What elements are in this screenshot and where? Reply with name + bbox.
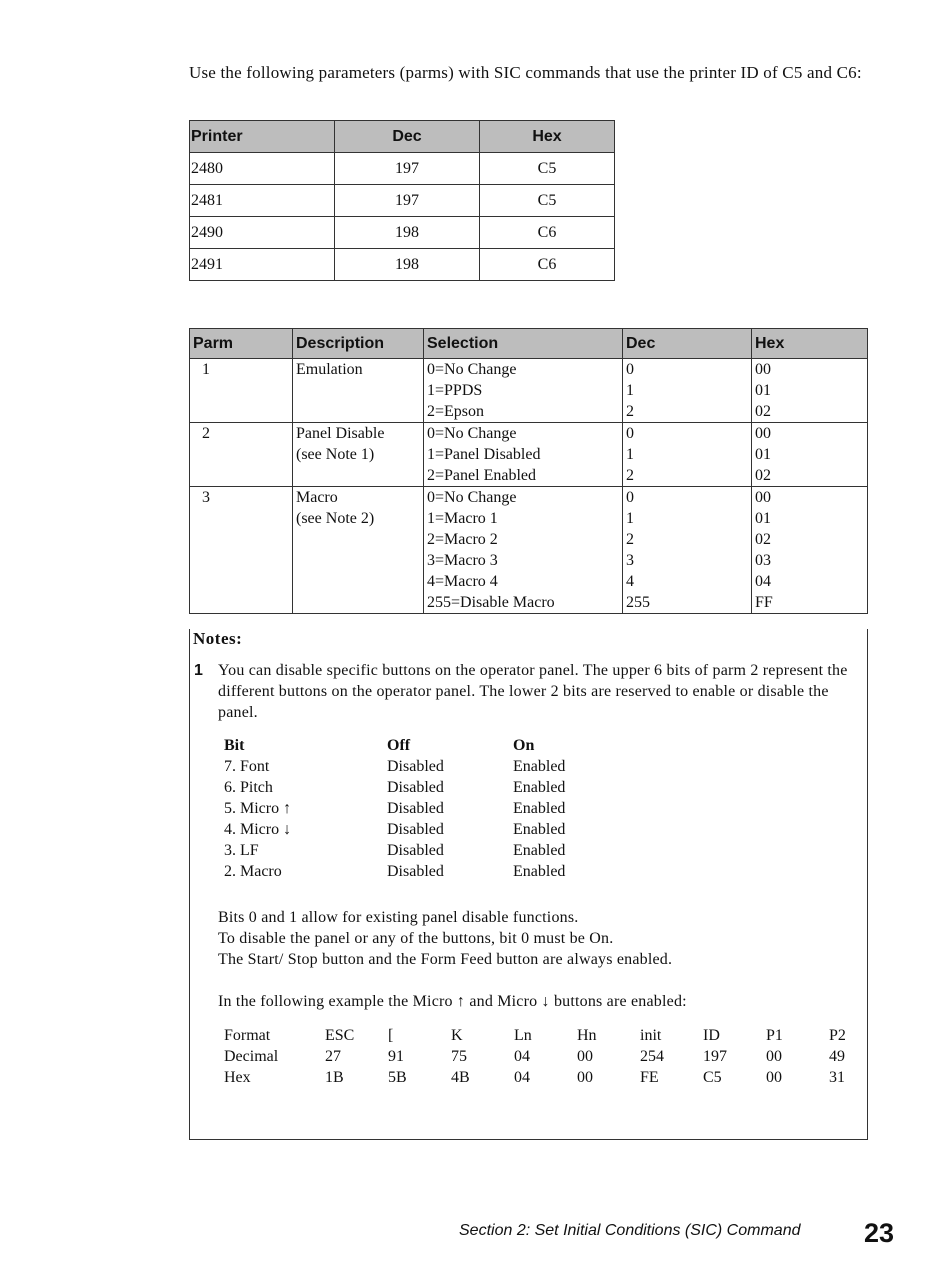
page-number: 23 <box>864 1218 895 1248</box>
bit-cell: 5. Micro ↑ <box>224 800 292 817</box>
parm-hex-cell <box>752 423 868 487</box>
dec-line: 0 <box>626 489 634 506</box>
example-cell: Ln <box>514 1027 532 1044</box>
selection-line: 0=No Change <box>427 489 517 506</box>
example-cell: 00 <box>766 1048 782 1065</box>
parm-hex-cell <box>752 359 868 423</box>
table-cell: 197 <box>335 153 480 185</box>
example-cell: 27 <box>325 1048 341 1065</box>
column-header-parm: Parm <box>190 329 293 359</box>
selection-line: 1=PPDS <box>427 382 483 399</box>
selection-line: 1=Panel Disabled <box>427 446 541 463</box>
bit-cell: 7. Font <box>224 758 270 775</box>
hex-line: 02 <box>755 531 771 548</box>
description-line: Emulation <box>296 361 363 378</box>
parm-description-cell <box>293 487 424 614</box>
dec-line: 1 <box>626 382 634 399</box>
column-header-dec: Dec <box>623 329 752 359</box>
example-cell: K <box>451 1027 463 1044</box>
dec-line: 4 <box>626 573 634 590</box>
hex-line: 01 <box>755 446 771 463</box>
example-cell: 197 <box>703 1048 727 1065</box>
example-cell: FE <box>640 1069 659 1086</box>
dec-line: 3 <box>626 552 634 569</box>
example-cell: init <box>640 1027 662 1044</box>
selection-line: 3=Macro 3 <box>427 552 498 569</box>
bit-cell: Enabled <box>513 821 566 838</box>
hex-line: 00 <box>755 489 771 506</box>
parm-number-cell: 1 <box>190 359 293 423</box>
intro-paragraph: Use the following parameters (parms) with SIC commands that use the printer ID of C5 and C6: <box>189 63 862 82</box>
bits-paragraph-1: Bits 0 and 1 allow for existing panel disable functions. <box>218 909 579 926</box>
bit-cell: Enabled <box>513 800 566 817</box>
dec-line: 1 <box>626 510 634 527</box>
selection-line: 0=No Change <box>427 361 517 378</box>
hex-line: 04 <box>755 573 771 590</box>
bit-cell: Enabled <box>513 863 566 880</box>
example-cell: P1 <box>766 1027 783 1044</box>
example-cell: Decimal <box>224 1048 279 1065</box>
column-header-hex: Hex <box>480 121 615 153</box>
example-cell: 1B <box>325 1069 344 1086</box>
table-row <box>190 249 615 281</box>
dec-line: 2 <box>626 467 634 484</box>
example-intro: In the following example the Micro ↑ and Micro ↓ buttons are enabled: <box>218 993 687 1010</box>
table-cell: C6 <box>480 217 615 249</box>
example-cell: Hn <box>577 1027 597 1044</box>
parm-description-cell <box>293 423 424 487</box>
notes-box <box>189 629 868 1140</box>
hex-line: FF <box>755 594 773 611</box>
example-cell: 49 <box>829 1048 845 1065</box>
hex-line: 01 <box>755 382 771 399</box>
bit-cell: Disabled <box>387 842 444 859</box>
selection-line: 2=Macro 2 <box>427 531 498 548</box>
table-row <box>190 185 615 217</box>
hex-line: 00 <box>755 361 771 378</box>
bit-header-on: On <box>513 737 535 754</box>
table-cell: 2480 <box>190 153 335 185</box>
table-row <box>190 359 868 423</box>
selection-line: 2=Epson <box>427 403 485 420</box>
table-cell: 197 <box>335 185 480 217</box>
bit-cell: 2. Macro <box>224 863 282 880</box>
example-cell: C5 <box>703 1069 722 1086</box>
bit-cell: 4. Micro ↓ <box>224 821 292 838</box>
table-row <box>190 423 868 487</box>
note-number: 1 <box>194 662 203 679</box>
table-row <box>190 153 615 185</box>
parm-number-cell: 2 <box>190 423 293 487</box>
table-header-row <box>190 329 868 359</box>
parm-description-cell <box>293 359 424 423</box>
column-header-description: Description <box>293 329 424 359</box>
notes-title: Notes: <box>193 629 243 648</box>
bit-cell: Disabled <box>387 800 444 817</box>
example-cell: 31 <box>829 1069 845 1086</box>
example-cell: 00 <box>577 1048 593 1065</box>
bit-cell: Enabled <box>513 842 566 859</box>
parm-number-cell: 3 <box>190 487 293 614</box>
example-cell: 91 <box>388 1048 404 1065</box>
selection-line: 2=Panel Enabled <box>427 467 536 484</box>
parm-hex-cell <box>752 487 868 614</box>
bit-cell: Disabled <box>387 758 444 775</box>
example-cell: Format <box>224 1027 271 1044</box>
example-cell: 04 <box>514 1069 530 1086</box>
table-cell: 2491 <box>190 249 335 281</box>
column-header-dec: Dec <box>335 121 480 153</box>
table-row <box>190 487 868 614</box>
hex-line: 02 <box>755 403 771 420</box>
parm-selection-cell <box>424 359 623 423</box>
bit-cell: Disabled <box>387 863 444 880</box>
table-row <box>190 217 615 249</box>
example-cell: Hex <box>224 1069 251 1086</box>
hex-line: 01 <box>755 510 771 527</box>
table-cell: C5 <box>480 185 615 217</box>
dec-line: 2 <box>626 403 634 420</box>
parm-dec-cell <box>623 487 752 614</box>
parm-dec-cell <box>623 423 752 487</box>
description-line: Panel Disable <box>296 425 385 442</box>
table-cell: 2481 <box>190 185 335 217</box>
dec-line: 255 <box>626 594 650 611</box>
example-cell: ID <box>703 1027 720 1044</box>
column-header-hex: Hex <box>752 329 868 359</box>
parm-selection-cell <box>424 423 623 487</box>
example-row <box>224 1025 864 1046</box>
bits-paragraph-3: The Start/ Stop button and the Form Feed button are always enabled. <box>218 951 673 968</box>
example-cell: 00 <box>766 1069 782 1086</box>
parm-dec-cell <box>623 359 752 423</box>
hex-line: 02 <box>755 467 771 484</box>
bit-cell: Enabled <box>513 779 566 796</box>
bit-header-bit: Bit <box>224 737 245 754</box>
example-cell: 04 <box>514 1048 530 1065</box>
example-cell: [ <box>388 1027 394 1044</box>
example-row <box>224 1046 864 1067</box>
dec-line: 2 <box>626 531 634 548</box>
example-cell: 75 <box>451 1048 467 1065</box>
example-cell: 00 <box>577 1069 593 1086</box>
description-line: Macro <box>296 489 338 506</box>
printer-id-table <box>189 120 615 281</box>
table-cell: C5 <box>480 153 615 185</box>
note-1-text: You can disable specific buttons on the operator panel. The upper 6 bits of parm 2 represent the different buttons on the operator panel. The lower 2 bits are reserved to enable or disable the panel. <box>218 662 848 721</box>
dec-line: 1 <box>626 446 634 463</box>
example-cell: 4B <box>451 1069 470 1086</box>
example-cell: 5B <box>388 1069 407 1086</box>
parm-table <box>189 328 868 614</box>
selection-line: 255=Disable Macro <box>427 594 555 611</box>
bit-cell: Disabled <box>387 821 444 838</box>
table-cell: C6 <box>480 249 615 281</box>
table-header-row <box>190 121 615 153</box>
description-line: (see Note 1) <box>296 446 375 463</box>
example-cell: P2 <box>829 1027 846 1044</box>
table-cell: 2490 <box>190 217 335 249</box>
table-cell: 198 <box>335 249 480 281</box>
example-cell: ESC <box>325 1027 355 1044</box>
bit-cell: Disabled <box>387 779 444 796</box>
column-header-printer: Printer <box>190 121 335 153</box>
hex-line: 00 <box>755 425 771 442</box>
bits-paragraph-2: To disable the panel or any of the buttons, bit 0 must be On. <box>218 930 614 947</box>
bit-header-off: Off <box>387 737 411 754</box>
bit-cell: Enabled <box>513 758 566 775</box>
example-row <box>224 1067 864 1088</box>
example-table <box>224 1025 864 1088</box>
selection-line: 0=No Change <box>427 425 517 442</box>
description-line: (see Note 2) <box>296 510 375 527</box>
example-cell: 254 <box>640 1048 664 1065</box>
parm-selection-cell <box>424 487 623 614</box>
footer-section-title: Section 2: Set Initial Conditions (SIC) Command <box>459 1222 801 1239</box>
bit-cell: 3. LF <box>224 842 259 859</box>
dec-line: 0 <box>626 361 634 378</box>
table-cell: 198 <box>335 217 480 249</box>
column-header-selection: Selection <box>424 329 623 359</box>
dec-line: 0 <box>626 425 634 442</box>
selection-line: 1=Macro 1 <box>427 510 498 527</box>
hex-line: 03 <box>755 552 771 569</box>
selection-line: 4=Macro 4 <box>427 573 498 590</box>
bit-cell: 6. Pitch <box>224 779 273 796</box>
